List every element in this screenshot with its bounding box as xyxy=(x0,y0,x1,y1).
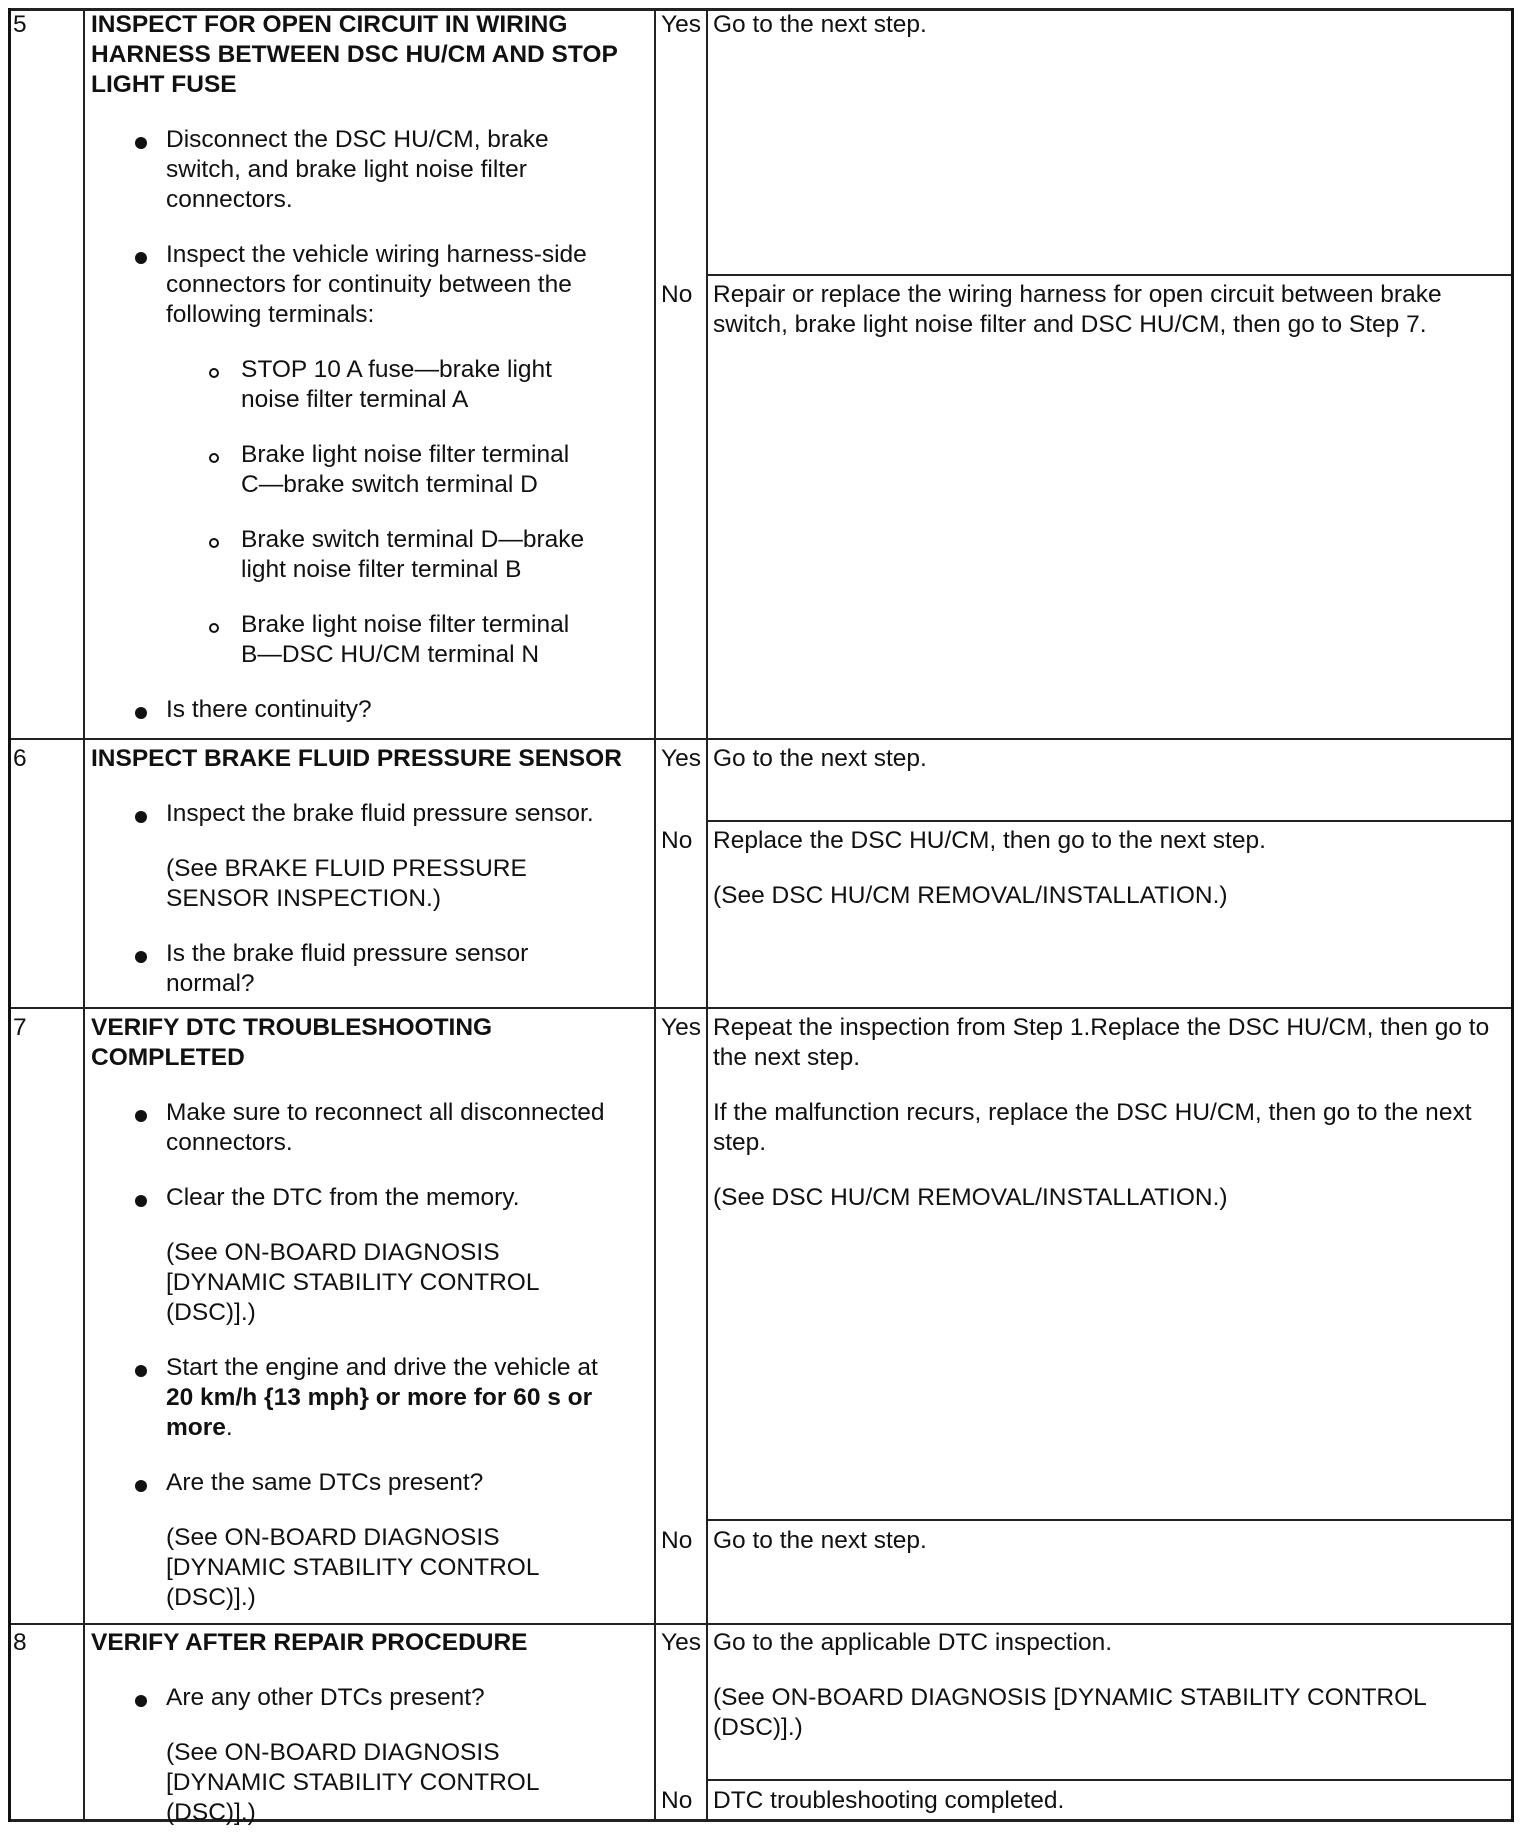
yes-label: Yes xyxy=(661,1014,701,1041)
step-title: VERIFY AFTER REPAIR PROCEDURE xyxy=(91,1629,528,1656)
step-title: HARNESS BETWEEN DSC HU/CM AND STOP xyxy=(91,41,618,68)
bullet-text: Is the brake fluid pressure sensor xyxy=(166,940,529,967)
see-reference: (See DSC HU/CM REMOVAL/INSTALLATION.) xyxy=(713,882,1228,909)
no-action: Go to the next step. xyxy=(713,1527,927,1554)
rule-row8-yes-no xyxy=(706,1779,1511,1781)
step-number: 7 xyxy=(13,1014,27,1041)
rule-row5-yes-no xyxy=(706,274,1511,276)
sub-bullet-circle xyxy=(209,623,219,633)
see-reference: (See ON-BOARD DIAGNOSIS xyxy=(166,1524,500,1551)
rule-row6-yes-no xyxy=(706,820,1511,822)
bullet-text: Inspect the vehicle wiring harness-side xyxy=(166,241,587,268)
no-action: switch, brake light noise filter and DSC HU/CM, then go to Step 7. xyxy=(713,311,1427,338)
rule-row7-end xyxy=(11,1623,1511,1625)
see-reference: (DSC)].) xyxy=(166,1584,256,1611)
yes-label: Yes xyxy=(661,11,701,38)
see-reference: (DSC)].) xyxy=(166,1799,256,1826)
see-reference: (DSC)].) xyxy=(166,1299,256,1326)
sub-bullet-text: Brake light noise filter terminal xyxy=(241,611,570,638)
no-action: Repair or replace the wiring harness for open circuit between brake xyxy=(713,281,1442,308)
bullet-dot xyxy=(135,1480,147,1492)
no-label: No xyxy=(661,827,693,854)
see-reference: (See BRAKE FLUID PRESSURE xyxy=(166,855,527,882)
no-label: No xyxy=(661,1787,693,1814)
drive-condition: 20 km/h {13 mph} or more for 60 s or xyxy=(166,1384,593,1411)
sub-bullet-circle xyxy=(209,453,219,463)
rule-row7-yes-no xyxy=(706,1519,1511,1521)
step-number: 6 xyxy=(13,745,27,772)
bullet-dot xyxy=(135,707,147,719)
rule-row6-end xyxy=(11,1007,1511,1009)
bullet-text: normal? xyxy=(166,970,255,997)
see-reference: (See ON-BOARD DIAGNOSIS xyxy=(166,1239,500,1266)
sub-bullet-text: C—brake switch terminal D xyxy=(241,471,538,498)
rule-col-action xyxy=(706,8,708,1822)
step-title: VERIFY DTC TROUBLESHOOTING xyxy=(91,1014,493,1041)
yes-action: Go to the next step. xyxy=(713,11,927,38)
see-reference: (DSC)].) xyxy=(713,1714,803,1741)
drive-condition-line xyxy=(166,1413,233,1443)
step-title: COMPLETED xyxy=(91,1044,245,1071)
sub-bullet-text: noise filter terminal A xyxy=(241,386,469,413)
bullet-dot xyxy=(135,1110,147,1122)
sub-bullet-text: light noise filter terminal B xyxy=(241,556,522,583)
see-reference: [DYNAMIC STABILITY CONTROL xyxy=(166,1269,540,1296)
yes-label: Yes xyxy=(661,1629,701,1656)
yes-action: Go to the applicable DTC inspection. xyxy=(713,1629,1113,1656)
troubleshooting-table xyxy=(8,8,1514,1826)
bullet-dot xyxy=(135,1365,147,1377)
no-action: Replace the DSC HU/CM, then go to the next step. xyxy=(713,827,1266,854)
bullet-text: following terminals: xyxy=(166,301,375,328)
yes-action: Go to the next step. xyxy=(713,745,927,772)
step-title: INSPECT FOR OPEN CIRCUIT IN WIRING xyxy=(91,11,568,38)
bullet-text: Disconnect the DSC HU/CM, brake xyxy=(166,126,549,153)
bullet-dot xyxy=(135,1195,147,1207)
step-title: LIGHT FUSE xyxy=(91,71,237,98)
bullet-dot xyxy=(135,951,147,963)
bullet-text: connectors. xyxy=(166,1129,293,1156)
yes-action: Repeat the inspection from Step 1.Replace the DSC HU/CM, then go to xyxy=(713,1014,1490,1041)
see-reference: [DYNAMIC STABILITY CONTROL xyxy=(166,1769,540,1796)
no-action: DTC troubleshooting completed. xyxy=(713,1787,1065,1814)
see-reference: (See ON-BOARD DIAGNOSIS xyxy=(166,1739,500,1766)
see-reference: [DYNAMIC STABILITY CONTROL xyxy=(166,1554,540,1581)
bullet-text: connectors. xyxy=(166,186,293,213)
sub-bullet-text: STOP 10 A fuse—brake light xyxy=(241,356,552,383)
bullet-dot xyxy=(135,1695,147,1707)
bullet-text: Is there continuity? xyxy=(166,696,372,723)
bullet-text: connectors for continuity between the xyxy=(166,271,572,298)
bullet-text: Are the same DTCs present? xyxy=(166,1469,484,1496)
drive-condition: more xyxy=(166,1414,226,1441)
sub-bullet-text: Brake switch terminal D—brake xyxy=(241,526,585,553)
no-label: No xyxy=(661,1527,693,1554)
yes-label: Yes xyxy=(661,745,701,772)
step-title: INSPECT BRAKE FLUID PRESSURE SENSOR xyxy=(91,745,622,772)
bullet-dot xyxy=(135,811,147,823)
step-number: 5 xyxy=(13,11,27,38)
bullet-text: Start the engine and drive the vehicle at xyxy=(166,1354,598,1381)
bullet-dot xyxy=(135,137,147,149)
bullet-text: Are any other DTCs present? xyxy=(166,1684,485,1711)
sub-bullet-text: B—DSC HU/CM terminal N xyxy=(241,641,540,668)
step-number: 8 xyxy=(13,1629,27,1656)
rule-col-step xyxy=(83,8,85,1822)
sub-bullet-text: Brake light noise filter terminal xyxy=(241,441,570,468)
bullet-text: Inspect the brake fluid pressure sensor. xyxy=(166,800,594,827)
drive-condition-end: . xyxy=(225,1414,233,1441)
rule-col-yesno xyxy=(654,8,656,1822)
yes-action: step. xyxy=(713,1129,767,1156)
see-reference: (See ON-BOARD DIAGNOSIS [DYNAMIC STABILITY CONTROL xyxy=(713,1684,1427,1711)
yes-action: the next step. xyxy=(713,1044,861,1071)
sub-bullet-circle xyxy=(209,538,219,548)
bullet-text: Make sure to reconnect all disconnected xyxy=(166,1099,605,1126)
no-label: No xyxy=(661,281,693,308)
bullet-dot xyxy=(135,252,147,264)
see-reference: (See DSC HU/CM REMOVAL/INSTALLATION.) xyxy=(713,1184,1228,1211)
bullet-text: switch, and brake light noise filter xyxy=(166,156,527,183)
sub-bullet-circle xyxy=(209,368,219,378)
yes-action: If the malfunction recurs, replace the DSC HU/CM, then go to the next xyxy=(713,1099,1472,1126)
bullet-text: Clear the DTC from the memory. xyxy=(166,1184,520,1211)
rule-row5-end xyxy=(11,738,1511,740)
see-reference: SENSOR INSPECTION.) xyxy=(166,885,441,912)
